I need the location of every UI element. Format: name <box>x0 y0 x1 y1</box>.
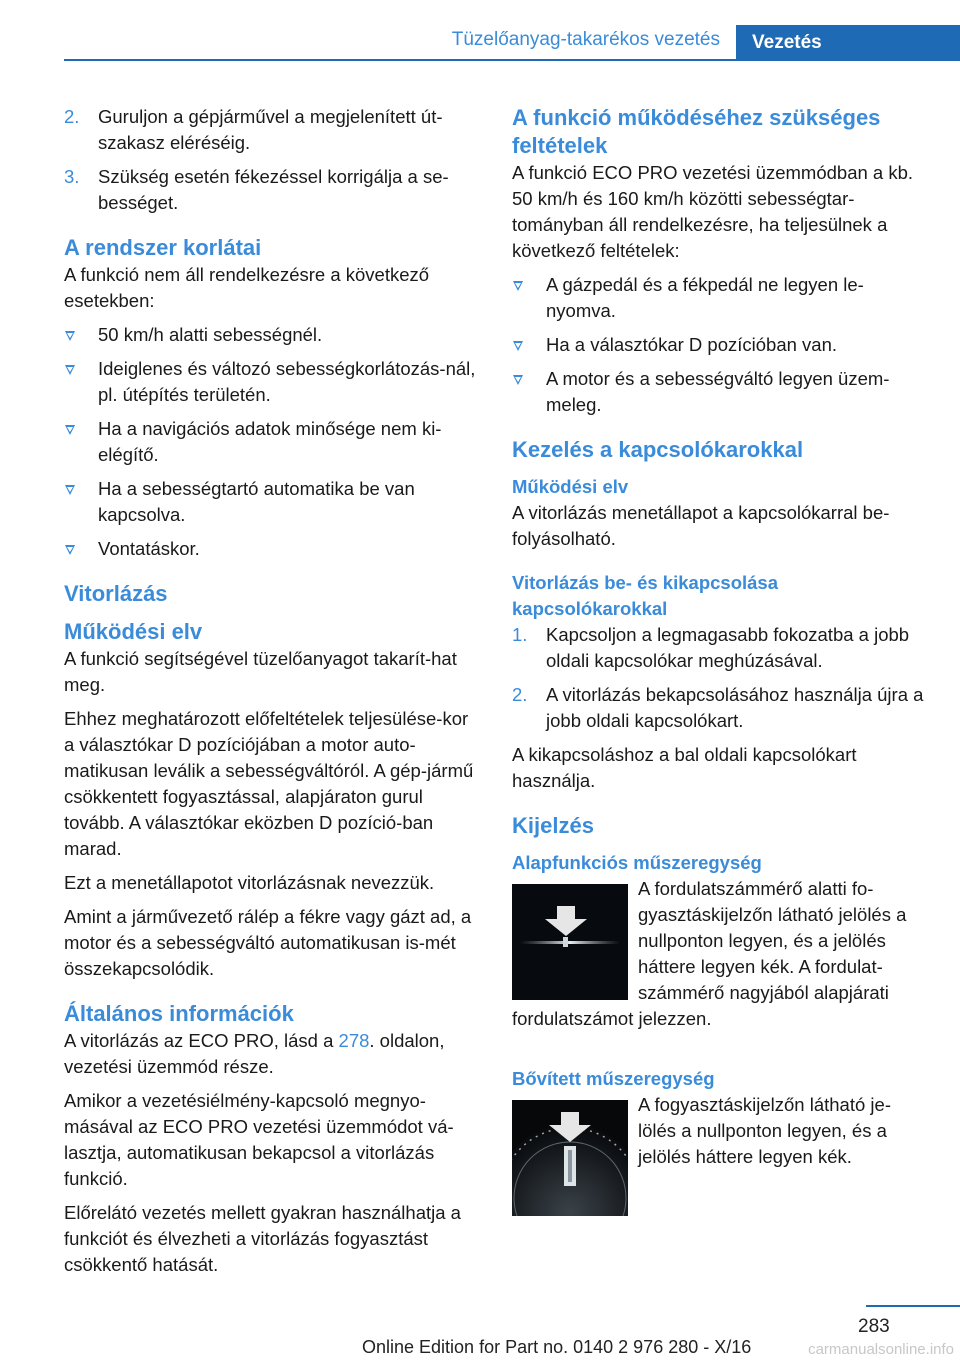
subheading-principle: Működési elv <box>64 619 203 644</box>
triangle-bullet-icon <box>513 375 523 385</box>
paragraph: A funkció segítségével tüzelőanyagot takarít-hat meg. <box>64 648 457 695</box>
chapter-tab: Vezetés <box>736 25 960 61</box>
item-text: 50 km/h alatti sebességnél. <box>98 324 323 345</box>
heading-display: Kijelzés <box>512 813 594 838</box>
list-item <box>64 536 478 562</box>
right-column <box>512 104 928 1208</box>
triangle-bullet-icon <box>513 281 523 291</box>
left-column <box>64 104 478 1286</box>
triangle-bullet-icon <box>65 365 75 375</box>
gauge-line <box>520 941 620 944</box>
footer-rule <box>866 1305 960 1307</box>
item-text: Ha a választókar D pozícióban van. <box>546 334 838 355</box>
bullet-list <box>64 322 478 562</box>
item-text: Ha a sebességtartó automatika be van kapcsolva. <box>98 478 415 525</box>
list-item <box>64 104 478 156</box>
heading-paddle-operation: Kezelés a kapcsolókarokkal <box>512 437 804 462</box>
list-item <box>512 366 928 418</box>
item-text: Ideiglenes és változó sebességkorlátozás-nál, pl. útépítés területén. <box>98 358 476 405</box>
figure-caption: A fordulatszámmérő alatti fo- gyasztáskijelzőn látható jelölés a nullponton legyen, és a jelölés háttere legyen kék. A fordulat- számmérő nagyjából alapjárati fordulatszámot jelezzen. <box>512 878 907 1029</box>
list-item <box>64 476 478 528</box>
paragraph: A vitorlázás menetállapot a kapcsolókarral be-folyásolható. <box>512 502 890 549</box>
paragraph: A kikapcsoláshoz a bal oldali kapcsolókart használja. <box>512 744 857 791</box>
steps-list <box>512 622 928 734</box>
step-text: Kapcsoljon a legmagasabb fokozatba a jobb oldali kapcsolókar meghúzásával. <box>546 624 910 671</box>
heading-general-info: Általános információk <box>64 1001 294 1026</box>
triangle-bullet-icon <box>65 331 75 341</box>
step-number: 3. <box>64 166 80 187</box>
steps-list <box>64 104 478 216</box>
list-item <box>64 322 478 348</box>
triangle-bullet-icon <box>65 545 75 555</box>
item-text: A motor és a sebességváltó legyen üzem-meleg. <box>546 368 890 415</box>
down-arrow-icon <box>545 906 587 936</box>
page-number: 283 <box>858 1316 890 1337</box>
bullet-list <box>512 272 928 418</box>
list-item <box>64 164 478 216</box>
list-item <box>64 356 478 408</box>
list-item <box>512 622 928 674</box>
extended-cluster-figure-block <box>512 1092 928 1208</box>
step-text: Szükség esetén fékezéssel korrigálja a se-bességet. <box>98 166 449 213</box>
list-item <box>512 272 928 324</box>
section-title: Tüzelőanyag-takarékos vezetés <box>451 29 720 50</box>
step-number: 2. <box>512 684 528 705</box>
paragraph: A funkció ECO PRO vezetési üzemmódban a kb. 50 km/h és 160 km/h közötti sebességtar-tományban áll rendelkezésre, ha teljesülnek a következő feltételek: <box>512 162 914 261</box>
paragraph: Ehhez meghatározott előfeltételek teljesülése-kor a választókar D pozíciójában a motor auto-matikusan leválik a sebességváltóról. A gép-jármű csökkentett fogyasztással, alapjáraton gurul tovább. A választókar eközben D pozíció-ban marad. <box>64 708 474 859</box>
heading-requirements: A funkció működéséhez szükséges feltételek <box>512 105 881 158</box>
list-item <box>64 416 478 468</box>
heading-system-limits: A rendszer korlátai <box>64 235 262 260</box>
page-header <box>64 25 960 61</box>
item-text: Ha a navigációs adatok minősége nem ki-elégítő. <box>98 418 442 465</box>
heading-vitorlazas: Vitorlázás <box>64 581 168 606</box>
triangle-bullet-icon <box>65 485 75 495</box>
edition-footer: Online Edition for Part no. 0140 2 976 280 - X/16 <box>362 1337 752 1357</box>
step-text: A vitorlázás bekapcsolásához használja újra a jobb oldali kapcsolókart. <box>546 684 924 731</box>
figure-caption: A fogyasztáskijelzőn látható je- lölés a nullponton legyen, és a jelölés háttere legyen kék. <box>638 1094 891 1167</box>
subheading-extended-cluster: Bővített műszeregység <box>512 1068 715 1089</box>
basic-cluster-figure-block <box>512 876 928 1032</box>
step-number: 1. <box>512 624 528 645</box>
list-item <box>512 332 928 358</box>
paragraph: Ezt a menetállapotot vitorlázásnak nevezzük. <box>64 872 435 893</box>
triangle-bullet-icon <box>513 341 523 351</box>
paragraph: Amikor a vezetésiélmény-kapcsoló megnyo-másával az ECO PRO vezetési üzemmódot vá-lasztja, automatikusan bekapcsol a vitorlázás funkció. <box>64 1090 454 1189</box>
list-item <box>512 682 928 734</box>
paragraph: Előrelátó vezetés mellett gyakran használhatja a funkciót és élvezheti a vitorlázás fogyasztást csökkentő hatását. <box>64 1202 461 1275</box>
paragraph: A funkció nem áll rendelkezésre a következő esetekben: <box>64 264 430 311</box>
gauge-marker <box>563 937 568 947</box>
subheading-onoff: Vitorlázás be- és kikapcsolása kapcsolókarokkal <box>512 572 779 619</box>
step-number: 2. <box>64 106 80 127</box>
watermark: carmanualsonline.info <box>808 1341 954 1358</box>
paragraph: A vitorlázás az ECO PRO, lásd a 278. oldalon, vezetési üzemmód része. <box>64 1030 445 1077</box>
subheading-principle: Működési elv <box>512 476 629 497</box>
item-text: Vontatáskor. <box>98 538 200 559</box>
triangle-bullet-icon <box>65 425 75 435</box>
basic-cluster-image <box>512 884 628 1000</box>
paragraph: Amint a járművezető rálép a fékre vagy gázt ad, a motor és a sebességváltó automatikusan is-mét összekapcsolódik. <box>64 906 472 979</box>
extended-cluster-image <box>512 1100 628 1216</box>
subheading-basic-cluster: Alapfunkciós műszeregység <box>512 852 762 873</box>
item-text: A gázpedál és a fékpedál ne legyen le-nyomva. <box>546 274 864 321</box>
step-text: Guruljon a gépjárművel a megjelenített út-szakasz eléréséig. <box>98 106 443 153</box>
page-link[interactable]: 278 <box>338 1030 370 1051</box>
